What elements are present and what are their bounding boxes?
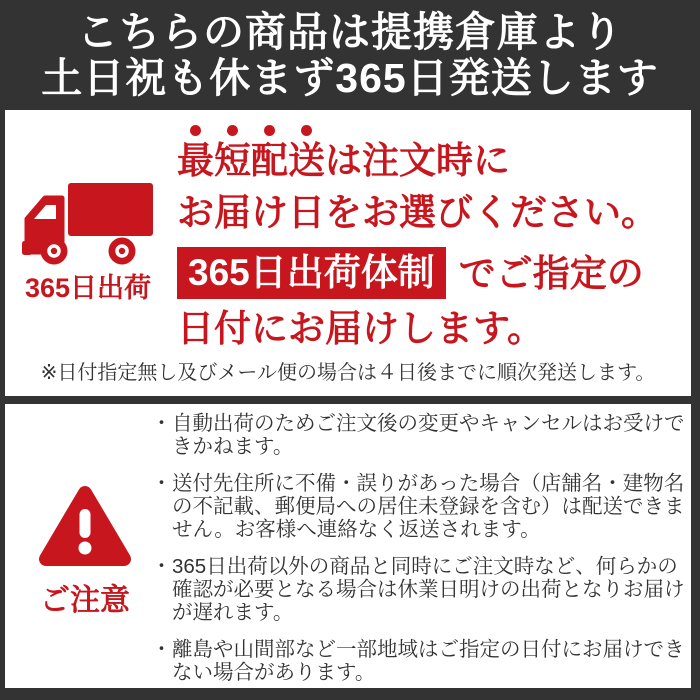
header-line-2: 土日祝も休まず365日発送します [41,55,659,101]
header-line-1: こちらの商品は提携倉庫より [77,8,623,55]
header-banner [0,0,700,110]
caution-item-text: 自動出荷のためご注文後の変更やキャンセルはお受けできかねます。 [172,412,685,458]
caution-item [151,555,691,624]
delivery-line-2: 日付にお届けします。 [177,308,545,349]
emphasis-dot [190,125,201,136]
warning-triangle-icon [38,483,132,569]
delivery-line [177,247,644,299]
caution-list [151,412,691,684]
emphasis-dots [190,125,312,136]
caution-label: ご注意 [40,584,130,617]
caution-bullet: ・ [151,638,172,661]
shipping-note: ※日付指定無し及びメール便の場合は４日後までに順次発送します。 [40,362,656,384]
caution-item [151,412,691,458]
caution-item-text: 送付先住所に不備・誤りがあった場合（店舗名・建物名の不記載、郵便局への居住未登録を含む）は配送できません。お客様へ連絡なく返送されます。 [172,472,685,541]
shipping-headline-line1: 最短配送は注文時に [177,140,510,181]
caution-item-text: 365日出荷以外の商品と同時にご注文時など、何らかの確認が必要となる場合は休業日明けの出荷となりお届けが遅れます。 [172,555,685,624]
shipping-headline-line2: お届け日をお選びください。 [177,192,658,233]
emphasis-dot [227,125,238,136]
caution-bullet: ・ [151,472,172,495]
delivery-truck-icon [22,182,153,266]
caution-item-text: 離島や山間部など一部地域はご指定の日付にお届けできない場合があります。 [172,638,685,684]
highlight-badge: 365日出荷体制 [177,247,446,299]
shipping-panel [5,110,691,396]
emphasis-dot [301,125,312,136]
truck-label: 365日出荷 [24,273,152,303]
highlight-suffix: でご指定の [458,252,644,294]
caution-panel [5,404,691,688]
caution-item [151,638,691,684]
caution-bullet: ・ [151,555,172,578]
emphasis-dot [264,125,275,136]
caution-bullet: ・ [151,412,172,435]
caution-item [151,472,691,541]
